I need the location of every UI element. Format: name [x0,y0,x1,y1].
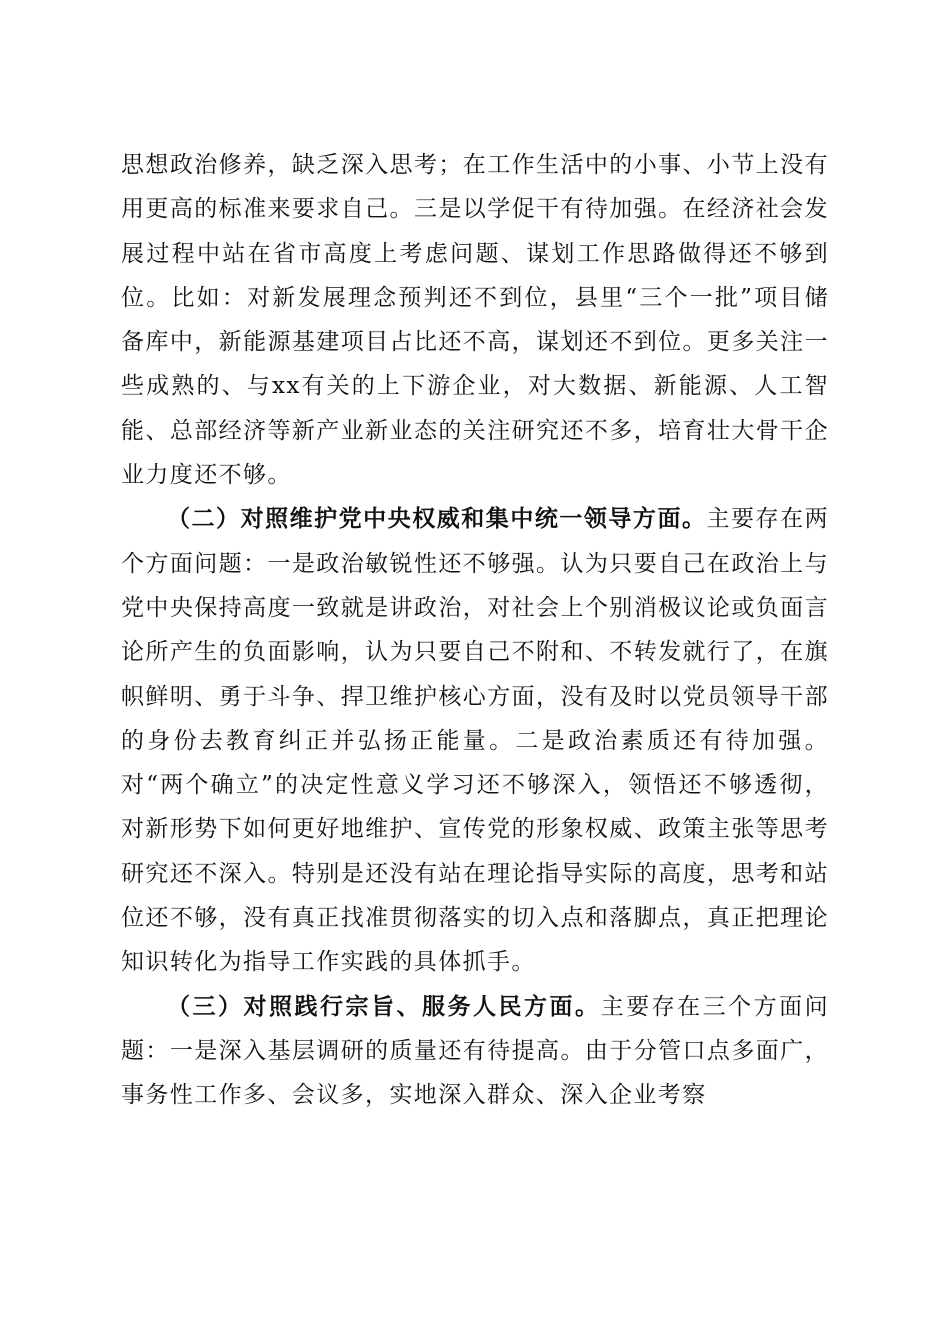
paragraph-2-heading: （二）对照维护党中央权威和集中统一领导方面。 [167,505,707,533]
paragraph-2 [121,497,829,984]
paragraph-3-heading: （三）对照践行宗旨、服务人民方面。 [167,992,601,1020]
paragraph-3 [121,985,829,1118]
paragraph-2-text: 主要存在两个方面问题：一是政治敏锐性还不够强。认为只要自己在政治上与党中央保持高度一致就是讲政治，对社会上个别消极议论或负面言论所产生的负面影响，认为只要自己不附和、不转发就行了，在旗帜鲜明、勇于斗争、捍卫维护核心方面，没有及时以党员领导干部的身份去教育纠正并弘扬正能量。二是政治素质还有待加强。对“两个确立”的决定性意义学习还不够深入，领悟还不够透彻，对新形势下如何更好地维护、宣传党的形象权威、政策主张等思考研究还不深入。特别是还没有站在理论指导实际的高度，思考和站位还不够，没有真正找准贯彻落实的切入点和落脚点，真正把理论知识转化为指导工作实践的具体抓手。 [121,506,829,976]
paragraph-1-text: 思想政治修养，缺乏深入思考；在工作生活中的小事、小节上没有用更高的标准来要求自己。三是以学促干有待加强。在经济社会发展过程中站在省市高度上考虑问题、谋划工作思路做得还不够到位。比如：对新发展理念预判还不到位，县里“三个一批”项目储备库中，新能源基建项目占比还不高，谋划还不到位。更多关注一些成熟的、与xx有关的上下游企业，对大数据、新能源、人工智能、总部经济等新产业新业态的关注研究还不多，培育壮大骨干企业力度还不够。 [121,152,829,489]
paragraph-1 [121,143,829,497]
document-page [121,143,829,1118]
paragraph-3-text: 主要存在三个方面问题：一是深入基层调研的质量还有待提高。由于分管口点多面广，事务性工作多、会议多，实地深入群众、深入企业考察 [121,993,829,1109]
